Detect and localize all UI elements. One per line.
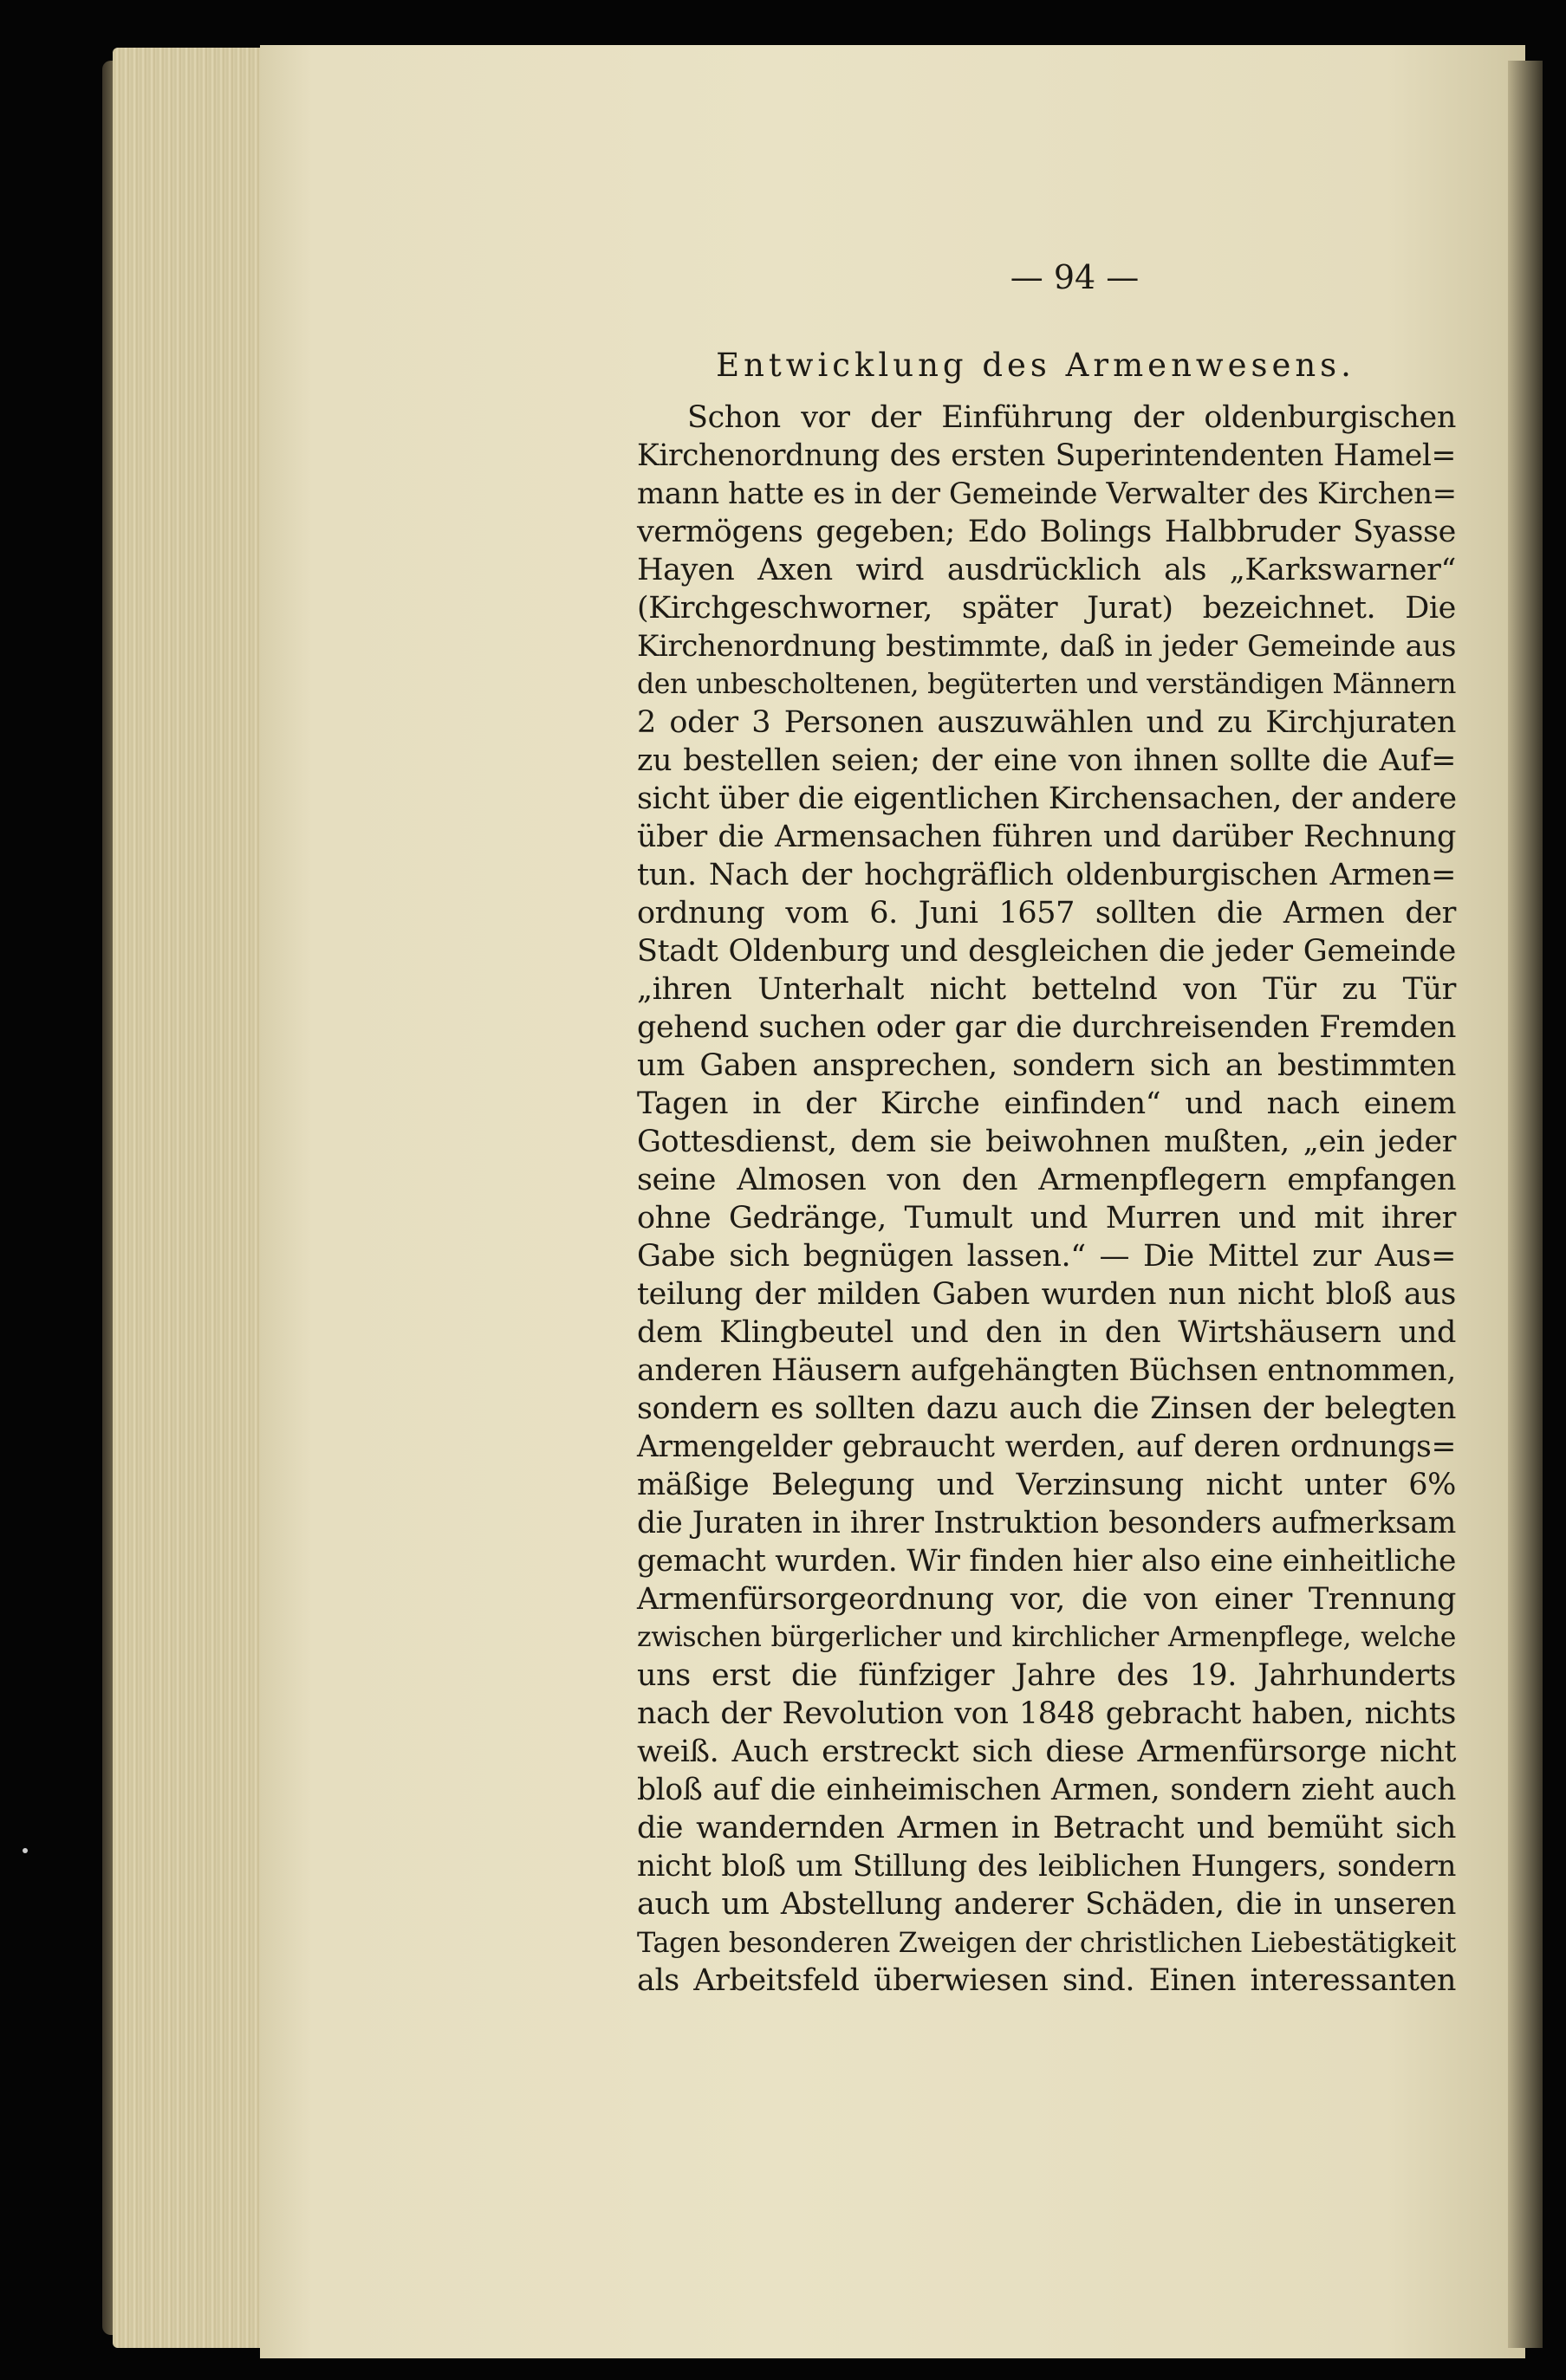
text-line: die Juraten in ihrer Instruktion besonders aufmerksam [637,1506,1456,1540]
section-heading: Entwicklung des Armenwesens. [716,347,1355,384]
text-line: Kirchenordnung bestimmte, daß in jeder Gemeinde aus [637,629,1456,664]
text-line: Hayen Axen wird ausdrücklich als „Karkswarner“ [637,553,1456,587]
text-line: Schon vor der Einführung der oldenburgischen [687,400,1456,435]
text-line: uns erst die fünfziger Jahre des 19. Jahrhunderts [637,1658,1456,1693]
text-line: Kirchenordnung des ersten Superintendenten Hamel= [637,438,1456,473]
page-number: — 94 — [1010,258,1140,296]
text-line: ohne Gedränge, Tumult und Murren und mit ihrer [637,1201,1456,1235]
text-line: Tagen in der Kirche einfinden“ und nach einem [637,1086,1456,1121]
text-line: teilung der milden Gaben wurden nun nicht bloß aus [637,1277,1456,1312]
text-line: seine Almosen von den Armenpflegern empfangen [637,1163,1456,1197]
text-line: Tagen besonderen Zweigen der christlichen Liebestätigkeit [637,1926,1456,1959]
text-line: Gottesdienst, dem sie beiwohnen mußten, „ein jeder [637,1125,1456,1159]
text-line: 2 oder 3 Personen auszuwählen und zu Kirchjuraten [637,705,1456,740]
text-line: tun. Nach der hochgräflich oldenburgischen Armen= [637,858,1456,892]
text-line: weiß. Auch erstreckt sich diese Armenfürsorge nicht [637,1735,1456,1769]
text-line: auch um Abstellung anderer Schäden, die in unseren [637,1887,1456,1922]
text-line: mäßige Belegung und Verzinsung nicht unter 6% [637,1468,1456,1502]
text-line: bloß auf die einheimischen Armen, sondern zieht auch [637,1773,1456,1807]
text-line: „ihren Unterhalt nicht bettelnd von Tür zu Tür [637,972,1456,1007]
text-line: mann hatte es in der Gemeinde Verwalter des Kirchen= [637,477,1457,511]
text-line: zu bestellen seien; der eine von ihnen sollte die Auf= [637,743,1456,778]
text-line: Armengelder gebraucht werden, auf deren ordnungs= [637,1430,1456,1464]
text-line: gehend suchen oder gar die durchreisenden Fremden [637,1010,1456,1045]
text-line: nicht bloß um Stillung des leiblichen Hungers, sondern [637,1849,1456,1884]
text-line: dem Klingbeutel und den in den Wirtshäusern und [637,1315,1456,1350]
text-line: den unbescholtenen, begüterten und verständigen Männern [637,669,1456,700]
text-line: Gabe sich begnügen lassen.“ — Die Mittel zur Aus= [637,1239,1456,1274]
text-line: (Kirchgeschworner, später Jurat) bezeichnet. Die [637,591,1456,626]
text-line: sondern es sollten dazu auch die Zinsen der belegten [637,1391,1456,1426]
text-line: als Arbeitsfeld überwiesen sind. Einen interessanten [637,1963,1456,1998]
page-gutter-shadow [1508,61,1543,2348]
text-line: vermögens gegeben; Edo Bolings Halbbruder Syasse [637,515,1456,549]
text-line: ordnung vom 6. Juni 1657 sollten die Armen der [637,896,1456,931]
text-line: über die Armensachen führen und darüber Rechnung [637,820,1456,854]
body-text [637,399,1456,2000]
text-line: zwischen bürgerlicher und kirchlicher Armenpflege, welche [637,1622,1456,1653]
text-line: anderen Häusern aufgehängten Büchsen entnommen, [637,1353,1456,1388]
scan-mark [23,1848,28,1853]
text-line: Stadt Oldenburg und desgleichen die jeder Gemeinde [637,934,1456,969]
text-line: gemacht wurden. Wir finden hier also eine einheitliche [637,1544,1456,1579]
text-line: die wandernden Armen in Betracht und bemüht sich [637,1811,1456,1845]
text-line: sicht über die eigentlichen Kirchensachen, der andere [637,781,1457,816]
text-line: nach der Revolution von 1848 gebracht haben, nichts [637,1696,1456,1731]
text-line: um Gaben ansprechen, sondern sich an bestimmten [637,1048,1456,1083]
text-line: Armenfürsorgeordnung vor, die von einer Trennung [637,1582,1456,1617]
